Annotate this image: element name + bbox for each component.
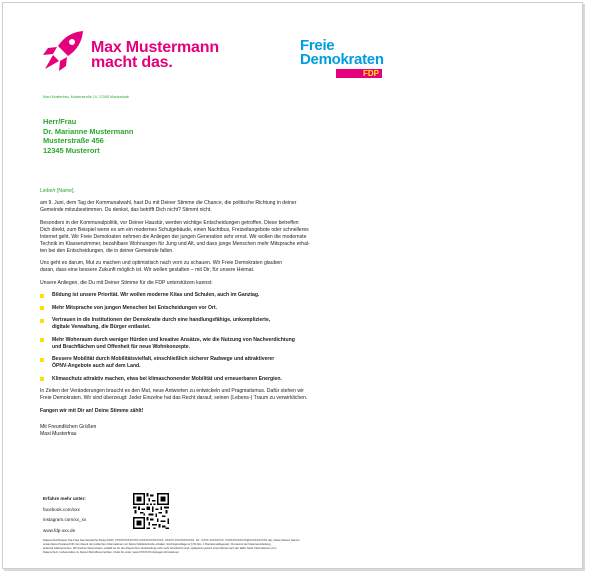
brand-line-1: Max Mustermann [91,39,219,56]
fdp-logo [300,39,384,78]
call-to-action: Fangen wir mit Dir an! Deine Stimme zählt! [40,407,144,414]
bullet-item [40,356,385,370]
recipient-line: Dr. Marianne Mustermann [43,126,134,136]
text-line: ten bei den Entscheidungen, die in deiner Gemeinde fallen. [40,247,174,254]
website-link[interactable]: www.fdp-xxx.de [43,527,76,533]
privacy-line: Datenschutzhinweis: Die Freie Demokratische Partei (FDP), XXXXXXXXXXXXX (XXXXXXXXXXXXX, XXXXX XXXXXXXXXXX, Tel.: XXXX XXXXXXXX; XXXXXXXXXXXX@XXXXXXXXXX.de), haben Deinen Namen [43,539,300,542]
bullet-item [40,317,385,331]
bullet-line: Mehr Mitsprache von jungen Menschen bei Entscheidungen vor Ort. [52,304,218,311]
recipient-line: Musterstraße 456 [43,136,104,146]
bullet-item [40,337,385,351]
bullet-square-icon [40,377,44,381]
paragraph-2 [40,220,385,255]
bullet-line: Bessere Mobilität durch Mobilitätsvielfalt, einschließlich sicherer Radwege und attraktiverer [52,356,275,362]
paragraph-5 [40,388,385,402]
bullet-list [40,292,385,383]
recipient-address [43,117,133,155]
brand-slogan [91,40,219,70]
recipient-line: Herr/Frau [43,117,77,126]
text-line: In Zeiten der Veränderungen braucht es den Mut, neue Antworten zu entwickeln und Pragmatismus. Dafür stehen wir [40,388,304,394]
text-line: Gemeinde mitzubestimmen. Du denkst, das betrifft Dich nicht? Stimmt nicht. [40,207,212,213]
sender-return-line: Maxi Musterfrau, Musterstraße 10, 12345 Musterstadt [43,95,129,99]
privacy-line: sowie Deine Postanschrift zum Zweck der politischen Informationen vor Deiner Meldebehörde erhalten. Rechtsgrundlage ist § 50 Abs. 1 Bundesmeldegesetz. Du kannst der Datenverarbeitung [43,543,271,546]
salutation: Liebe/r [Name], [40,188,75,194]
logo-word-demokraten: Demokraten [300,51,384,68]
letter-page [2,2,583,569]
bullet-item [40,305,385,312]
text-line: Freie Demokraten. Wir sind überzeugt: Jeder Einzelne hat das Recht darauf, seinen (Lebens-) Traum zu verwirklichen. [40,395,308,401]
instagram-link[interactable]: instagram.com/xx_xx [43,517,87,522]
bullet-line: Mehr Wohnraum durch weniger Hürden und kreative Ansätze, wie die Nutzung von Nachverdichtung [52,336,295,343]
text-line: Internet geht. Wir Freie Demokraten nehmen die Anliegen der jungen Generation sehr ernst. Wir wollen die modernste [40,233,307,240]
more-info-block [43,494,86,536]
paragraph-1 [40,200,385,214]
text-line: daran, dass eine bessere Zukunft möglich ist. Wir wollen gestalten – mit Dir, für unsere Heimat. [40,267,255,273]
closing [40,424,385,438]
paragraph-3 [40,260,385,274]
qr-code-icon [133,493,169,529]
brand-line-2: macht das. [91,54,173,71]
recipient-line: 12345 Musterort [43,145,100,155]
paragraph-4 [40,280,385,287]
logo-word-freie: Freie [300,37,335,54]
signature-name: Maxi Musterfrau [40,430,77,437]
bullet-line: digitale Verwaltung, die Bürger entlastet. [52,324,151,330]
bullet-item [40,292,385,299]
text-line: Uns geht es darum, Mut zu machen und optimistisch nach vorn zu schauen. Wir Freie Demokraten glauben [40,260,283,266]
privacy-line: jederzeit widersprechen. Wir löschen Deine Daten, sobald sie für den Zweck ihrer Verarbeitung nicht mehr erforderlich sind, spätestens jedoch einen Monat nach der Wahl. Mehr Informationen zum [43,547,277,550]
facebook-link[interactable]: facebook.com/xxx [43,506,80,512]
logo-fdp-bar: FDP [336,69,382,78]
bullet-square-icon [40,358,44,362]
bullet-line: Klimaschutz attraktiv machen, etwa bei klimaschonender Mobilität und erneuerbaren Energien. [52,375,282,382]
letter-body [40,188,385,438]
rocket-icon [39,29,85,75]
bullet-square-icon [40,294,44,298]
text-line: Unsere Anliegen, die Du mit Deiner Stimme für die FDP unterstützen kannst: [40,279,213,286]
bullet-item [40,376,385,383]
bullet-line: Bildung ist unsere Priorität. Wir wollen moderne Kitas und Schulen, auch im Ganztag. [52,292,260,298]
closing-greeting: Mit Freundlichen Grüßen [40,423,97,430]
text-line: Technik im Klassenzimmer, bezahlbare Wohnungen für Jung und Alt, und dass junge Menschen mehr Mitsprache erhal- [40,240,310,247]
bullet-square-icon [40,338,44,342]
text-line: am 9. Juni, dem Tag der Kommunalwahl, hast Du mit Deiner Stimme die Chance, die politische Richtung in deiner [40,200,297,206]
more-info-heading: Erfahre mehr unter: [43,496,86,501]
bullet-square-icon [40,306,44,310]
privacy-line: Datenschutz, insbesondere zu Deinen Betroffenenrechten, findet Du unter: www.XXXXXXX.de/legal-informationen [43,551,179,554]
bullet-line: Vertrauen in die Institutionen der Demokratie durch eine handlungsfähige, unkomplizierte, [52,317,271,323]
privacy-notice [43,539,383,555]
bullet-square-icon [40,319,44,323]
text-line: Besonders in der Kommunalpolitik, vor Deiner Haustür, werden wichtige Entscheidungen getroffen. Diese betreffen [40,219,299,226]
text-line: Dich direkt, zum Beispiel wenn es um ein modernes Schulgebäude, einen Nachtbus, Freizeitangebote oder schnelleres [40,226,309,233]
bullet-line: und Brachflächen und Offenheit für neue Wohnkonzepte. [52,343,191,350]
bullet-line: ÖPNV-Angebote auch auf dem Land. [52,363,141,369]
